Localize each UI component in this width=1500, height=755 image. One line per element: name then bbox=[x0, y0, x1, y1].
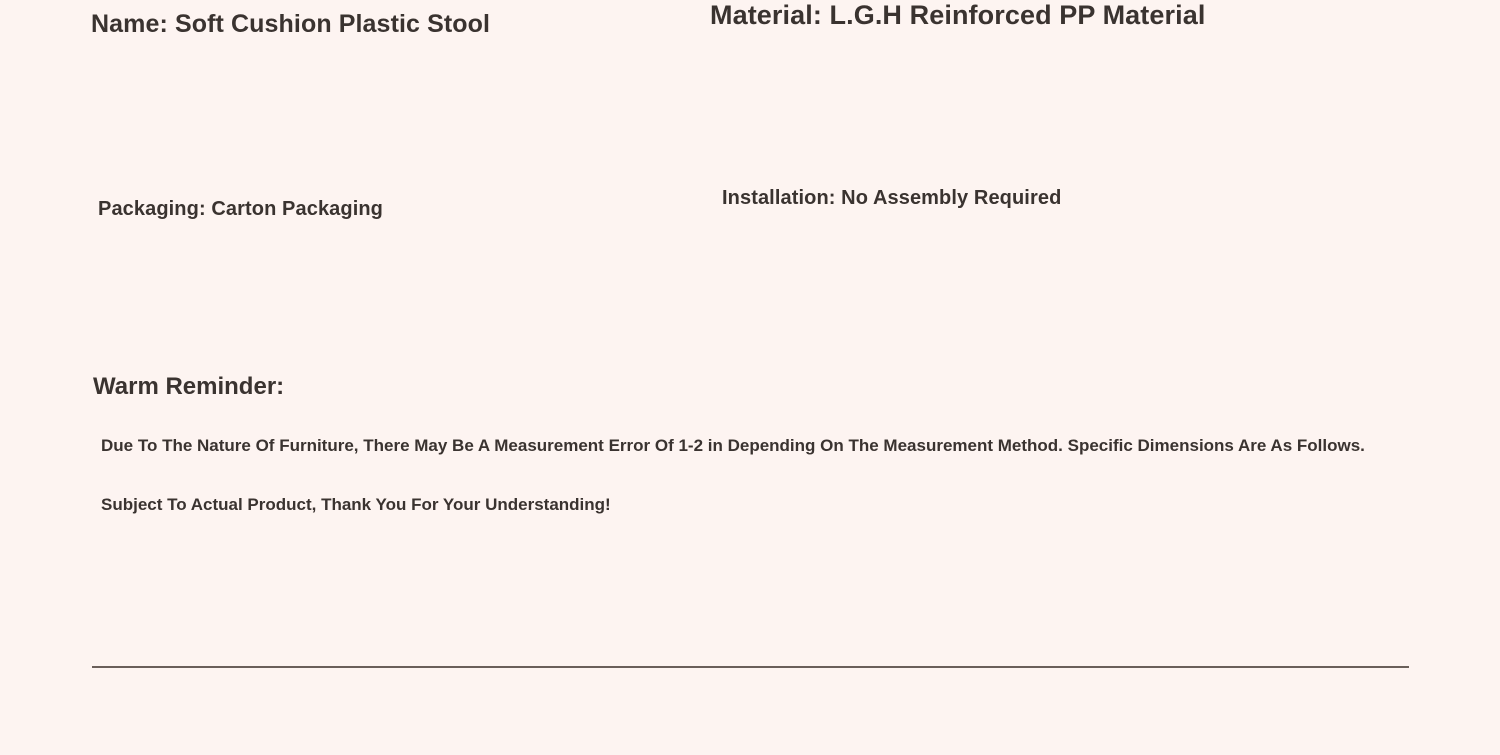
spec-packaging: Packaging: Carton Packaging bbox=[98, 198, 383, 220]
spec-material: Material: L.G.H Reinforced PP Material bbox=[710, 0, 1206, 30]
warm-reminder-actual-product-note: Subject To Actual Product, Thank You For Your Understanding! bbox=[101, 495, 611, 514]
warm-reminder-heading: Warm Reminder: bbox=[93, 373, 285, 400]
spec-installation: Installation: No Assembly Required bbox=[722, 187, 1062, 209]
spec-product-name: Name: Soft Cushion Plastic Stool bbox=[91, 10, 491, 38]
warm-reminder-measurement-note: Due To The Nature Of Furniture, There May Be A Measurement Error Of 1-2 in Depending On The Measurement Method. Specific Dimensions Are As Follows. bbox=[101, 436, 1365, 455]
section-divider bbox=[92, 666, 1409, 668]
